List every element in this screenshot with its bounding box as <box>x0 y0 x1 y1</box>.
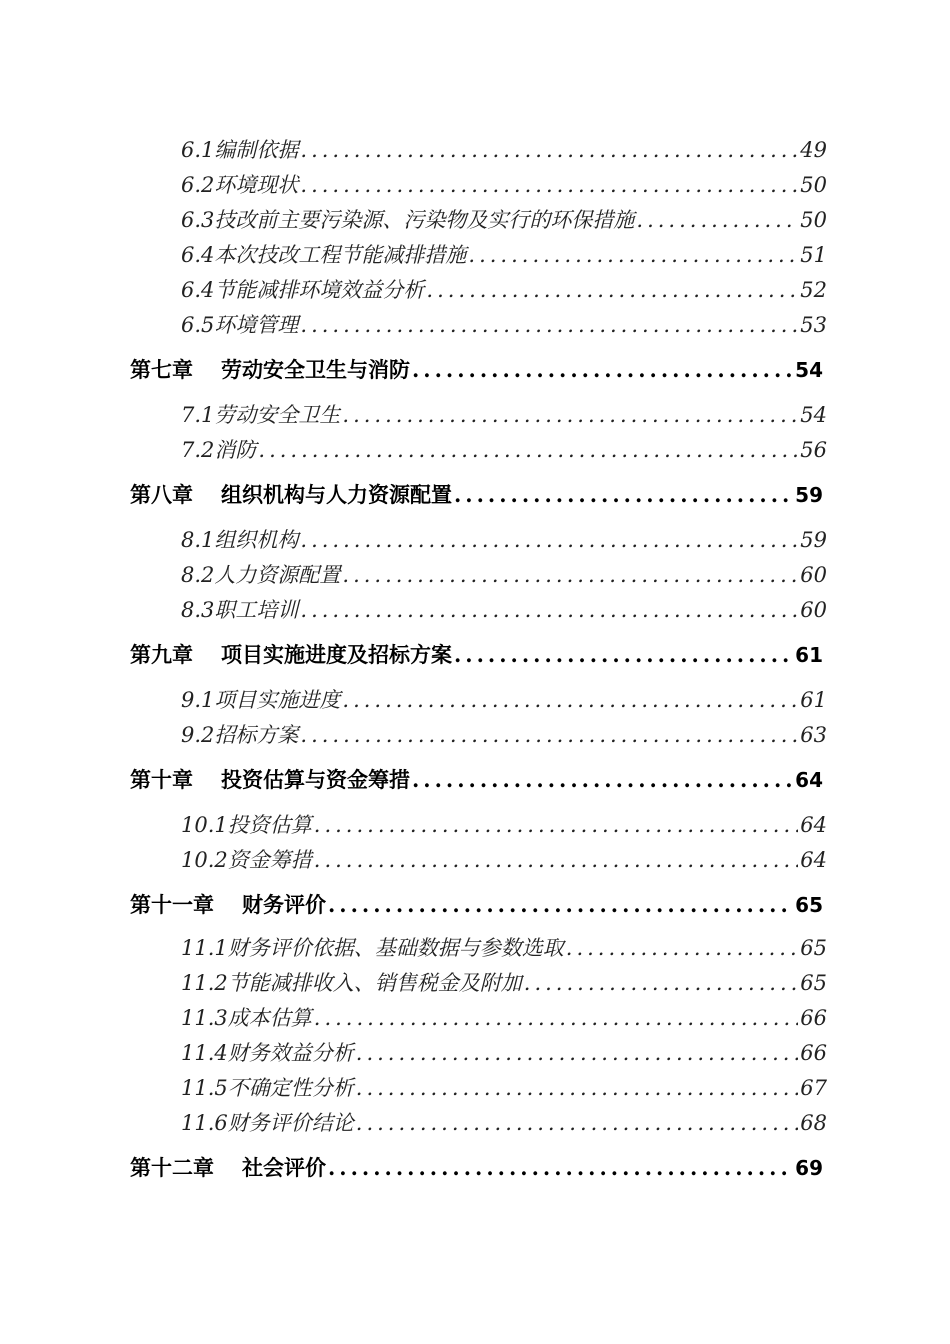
toc-entry-label: 11.1财务评价依据、基础数据与参数选取 <box>181 936 564 960</box>
toc-chapter-entry[interactable] <box>130 889 823 919</box>
page-number: 60 <box>800 598 827 622</box>
toc-entry-title <box>181 399 340 429</box>
toc-entry-title <box>181 967 522 997</box>
page-number: 60 <box>800 563 827 587</box>
toc-entry-title <box>181 524 298 554</box>
toc-entry-label: 组织机构与人力资源配置 <box>221 482 452 507</box>
page-number: 61 <box>795 643 823 667</box>
dot-leader <box>356 1076 799 1100</box>
page-number: 65 <box>800 936 827 960</box>
toc-entry-label: 7.1劳动安全卫生 <box>181 403 341 427</box>
page-number: 61 <box>800 688 827 712</box>
toc-chapter-entry[interactable] <box>130 1152 823 1182</box>
toc-section-entry[interactable] <box>181 594 827 624</box>
toc-entry-title <box>181 169 298 199</box>
toc-entry-title <box>181 309 298 339</box>
dot-leader <box>468 243 798 267</box>
toc-entry-label: 项目实施进度及招标方案 <box>221 642 452 667</box>
page-number: 65 <box>800 971 827 995</box>
toc-entry-title <box>181 1002 312 1032</box>
dot-leader <box>300 598 798 622</box>
page-number: 67 <box>800 1076 827 1100</box>
toc-entry-label: 8.3职工培训 <box>181 598 299 622</box>
dot-leader <box>356 1041 799 1065</box>
toc-entry-label: 11.5不确定性分析 <box>181 1076 354 1100</box>
toc-section-entry[interactable] <box>181 204 827 234</box>
dot-leader <box>342 403 798 427</box>
dot-leader <box>300 723 798 747</box>
toc-entry-title <box>181 719 298 749</box>
toc-entry-label: 6.3技改前主要污染源、污染物及实行的环保措施 <box>181 208 635 232</box>
toc-entry-title <box>181 274 424 304</box>
dot-leader <box>314 813 799 837</box>
toc-entry-label: 9.2招标方案 <box>181 723 299 747</box>
toc-entry-label: 11.3成本估算 <box>181 1006 312 1030</box>
chapter-number: 第八章 <box>130 482 193 507</box>
page-number: 64 <box>800 848 827 872</box>
toc-entry-label: 10.2资金筹措 <box>181 848 312 872</box>
page-number: 53 <box>800 313 827 337</box>
toc-entry-label: 财务评价 <box>242 892 326 917</box>
toc-entry-label: 10.1投资估算 <box>181 813 312 837</box>
toc-section-entry[interactable] <box>181 967 827 997</box>
dot-leader <box>300 173 798 197</box>
toc-entry-label: 11.2节能减排收入、销售税金及附加 <box>181 971 522 995</box>
page-number: 63 <box>800 723 827 747</box>
dot-leader <box>454 642 793 667</box>
dot-leader <box>412 357 793 382</box>
page-number: 65 <box>795 893 823 917</box>
toc-entry-label: 6.1编制依据 <box>181 138 299 162</box>
toc-entry-title <box>130 639 452 669</box>
page-number: 51 <box>800 243 827 267</box>
page-number: 54 <box>800 403 827 427</box>
toc-entry-title <box>181 1107 354 1137</box>
toc-entry-title <box>130 764 410 794</box>
dot-leader <box>342 688 798 712</box>
toc-entry-label: 6.4节能减排环境效益分析 <box>181 278 425 302</box>
toc-section-entry[interactable] <box>181 1107 827 1137</box>
toc-section-entry[interactable] <box>181 434 827 464</box>
toc-entry-label: 7.2消防 <box>181 438 257 462</box>
dot-leader <box>314 1006 799 1030</box>
toc-chapter-entry[interactable] <box>130 764 823 794</box>
dot-leader <box>328 1155 793 1180</box>
toc-entry-title <box>181 204 634 234</box>
toc-entry-title <box>130 889 326 919</box>
toc-section-entry[interactable] <box>181 684 827 714</box>
page-number: 52 <box>800 278 827 302</box>
page-number: 56 <box>800 438 827 462</box>
toc-section-entry[interactable] <box>181 932 827 962</box>
toc-entry-title <box>130 479 452 509</box>
dot-leader <box>342 563 798 587</box>
toc-entry-label: 11.6财务评价结论 <box>181 1111 354 1135</box>
dot-leader <box>300 528 798 552</box>
toc-section-entry[interactable] <box>181 719 827 749</box>
page-number: 64 <box>800 813 827 837</box>
chapter-number: 第十章 <box>130 767 193 792</box>
page-number: 68 <box>800 1111 827 1135</box>
page-number: 54 <box>795 358 823 382</box>
toc-section-entry[interactable] <box>181 169 827 199</box>
toc-entry-title <box>181 932 564 962</box>
toc-section-entry[interactable] <box>181 309 827 339</box>
page-number: 69 <box>795 1156 823 1180</box>
page-number: 64 <box>795 768 823 792</box>
toc-entry-label: 投资估算与资金筹措 <box>221 767 410 792</box>
page-number: 50 <box>800 208 827 232</box>
dot-leader <box>328 892 793 917</box>
page-number: 50 <box>800 173 827 197</box>
toc-entry-title <box>181 684 340 714</box>
toc-entry-title <box>181 1037 354 1067</box>
toc-entry-title <box>181 134 298 164</box>
page-number: 66 <box>800 1041 827 1065</box>
toc-section-entry[interactable] <box>181 524 827 554</box>
dot-leader <box>426 278 798 302</box>
dot-leader <box>524 971 799 995</box>
toc-entry-label: 8.1组织机构 <box>181 528 299 552</box>
dot-leader <box>300 313 798 337</box>
toc-chapter-entry[interactable] <box>130 354 823 384</box>
page-number: 59 <box>800 528 827 552</box>
toc-section-entry[interactable] <box>181 134 827 164</box>
dot-leader <box>636 208 798 232</box>
toc-entry-label: 6.4本次技改工程节能减排措施 <box>181 243 467 267</box>
chapter-number: 第九章 <box>130 642 193 667</box>
toc-entry-title <box>181 559 340 589</box>
toc-entry-title <box>181 809 312 839</box>
page-number: 66 <box>800 1006 827 1030</box>
toc-section-entry[interactable] <box>181 239 827 269</box>
toc-entry-label: 6.5环境管理 <box>181 313 299 337</box>
toc-entry-label: 11.4财务效益分析 <box>181 1041 354 1065</box>
toc-section-entry[interactable] <box>181 1002 827 1032</box>
toc-chapter-entry[interactable] <box>130 639 823 669</box>
toc-chapter-entry[interactable] <box>130 479 823 509</box>
dot-leader <box>412 767 793 792</box>
toc-entry-label: 9.1项目实施进度 <box>181 688 341 712</box>
toc-section-entry[interactable] <box>181 399 827 429</box>
toc-section-entry[interactable] <box>181 1037 827 1067</box>
dot-leader <box>356 1111 799 1135</box>
toc-section-entry[interactable] <box>181 559 827 589</box>
toc-entry-title <box>181 1072 354 1102</box>
toc-entry-title <box>130 1152 326 1182</box>
toc-section-entry[interactable] <box>181 1072 827 1102</box>
toc-entry-title <box>181 844 312 874</box>
chapter-number: 第七章 <box>130 357 193 382</box>
dot-leader <box>566 936 799 960</box>
toc-section-entry[interactable] <box>181 274 827 304</box>
chapter-number: 第十二章 <box>130 1155 214 1180</box>
toc-entry-title <box>181 239 466 269</box>
dot-leader <box>300 138 798 162</box>
toc-entry-title <box>181 594 298 624</box>
toc-entry-title <box>130 354 410 384</box>
page-number: 49 <box>800 138 827 162</box>
toc-entry-label: 劳动安全卫生与消防 <box>221 357 410 382</box>
toc-section-entry[interactable] <box>181 809 827 839</box>
dot-leader <box>454 482 793 507</box>
toc-entry-label: 社会评价 <box>242 1155 326 1180</box>
chapter-number: 第十一章 <box>130 892 214 917</box>
page-number: 59 <box>795 483 823 507</box>
toc-entry-label: 8.2人力资源配置 <box>181 563 341 587</box>
dot-leader <box>258 438 798 462</box>
toc-entry-label: 6.2环境现状 <box>181 173 299 197</box>
toc-section-entry[interactable] <box>181 844 827 874</box>
dot-leader <box>314 848 799 872</box>
toc-entry-title <box>181 434 256 464</box>
